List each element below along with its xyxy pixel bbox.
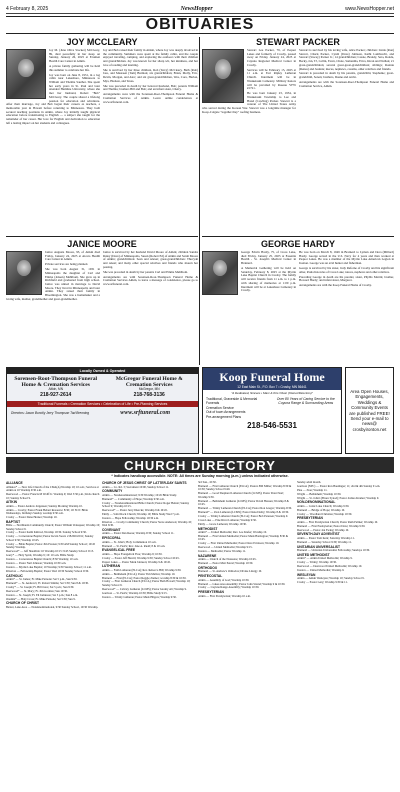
- directory-town-heading: CHURCH OF CHRIST: [6, 601, 39, 606]
- obit-paragraph: Stewart is preceded in death by his parents, grandchild, Stephanie; great-grandchild, Sonen; brothers, Duane and Arvin.: [299, 71, 394, 80]
- directory-entry: Crosby — Pastor Dana Hecker; Worship 10.: [6, 514, 58, 519]
- service-item: Cremation Service: [206, 405, 234, 410]
- directory-entry: Brainerd — Saturday School 9:30; Worship 11.: [297, 539, 352, 544]
- directory-entry: Crosby — Cuyuna Range Assembly; Worship 10:30.: [198, 585, 260, 590]
- obit-paragraph: She was preceded in death by her beloved husband, Bob; parents William and Thelma; brothers Bill and Bob; and an infant sister, Cherry.: [103, 83, 198, 92]
- directory-town-heading: ALLIANCE: [6, 481, 23, 486]
- obit-george-hardy: [202, 239, 394, 363]
- koop-address: 12 East Main St., P.O. Box 7 • Crosby, MN 56441: [237, 385, 307, 389]
- directory-entry: Aitkin — Nondenominational; 9:30 Worship; 10:45 Bible Study.: [102, 492, 177, 497]
- directory-entry: Brainerd — St. Andrew's Orthodox; Divine Liturgy 10.: [198, 569, 262, 574]
- directory-entry: Aitkin — Co. Rd. 3; Sacrament 10:00, Sunday School 11.: [102, 484, 169, 489]
- directory-entry: Crosby — Pastor Keith Kimrod, Worship 10:30. Sunday School 9:30.: [6, 530, 87, 535]
- directory-town-heading: NON-DENOMINATIONAL: [297, 500, 336, 505]
- directory-entry: Aitkin — Pastor Andrew Jergensen; Sunday Morning Worship 10.: [6, 503, 83, 508]
- directory-entry: Ironton — Methodist; Pastor Worship 11.: [198, 549, 246, 554]
- directory-entry: Ironton — Pastor Neil Johnson; Worship 10:30 a.m.: [6, 561, 67, 566]
- directory-entry: Bible — Northlands Community Church; Pastor William Velasquez; Worship 10; Sunday School 9.: [6, 523, 100, 531]
- funeral-home-phone[interactable]: 218-927-2614: [40, 392, 72, 399]
- section-rule: [202, 236, 394, 237]
- section-title: OBITUARIES: [145, 16, 255, 33]
- promo-free-announcements[interactable]: [345, 367, 394, 454]
- obit-paragraph: He was born January 23, 1934, in Wauketaski Township to Lee and Hazel (Cowling) Packer. Stewart is a veteran of The United States Army who served during the Korean War. Stewart was a longtime manager for Koop-Colgate "together they" roofing business.: [202, 91, 296, 114]
- koop-tagline: "A Dedicated, Sincere • Marc & Kris Olson (Owner/Directors)": [231, 391, 313, 395]
- directory-entry: Crosby — Trinity; Worship 10:30.: [297, 560, 337, 564]
- directory-town-heading: UNITARIAN UNIVERSALIST: [297, 544, 340, 549]
- portrait-joy: [6, 49, 46, 99]
- directory-entry: Aitkin — Pastor Tom Kent; Saturday Worship 11.: [297, 535, 355, 540]
- promo-text: Area Open Houses, Engagements, Weddings & Community Events are published FREE! Send your e-mail to news@ crosbyironton.net: [349, 388, 390, 432]
- directory-column-4: [297, 481, 394, 787]
- directory-town-heading: CHURCH OF JESUS CHRIST OF LATTER-DAY SAINTS: [102, 481, 187, 486]
- directory-entry: Crosby — Trinity Lutheran Church (ELCA); Pastor Bob Petersen; Worship 9.: [198, 514, 289, 519]
- services-banner: Traditional Funerals • Cremation Services • Celebration of Life • Pre-Planning Services: [7, 401, 198, 407]
- directory-entry: Alliance* — New Life Church of the CMA(A) Worship 10; 10 a.m.; Services at Aitkin at 10 Worship 9:30 a.m.: [6, 484, 99, 493]
- obit-paragraph: George is survived by his sister, Judy Reforne of Crosby and his significant other, Paula Knowles of Cross Lake; nieces, nephews and other relatives.: [299, 266, 394, 274]
- directory-entry: Brainerd* — Zion Lutheran (LCMS); Pastor Dana Darby; Worship 8 & 10:30.: [198, 510, 289, 515]
- koop-title: Koop Funeral Home: [219, 370, 325, 384]
- obit-paragraph: A Memorial Gathering will be held on Saturday, February 8, 2025 at the Myrtle Lake Baptist Church in Crosby. The family will receive friends from 11 a.m. to 1 p.m. with sharing of memories at 1:00 p.m. Interment will be at Lakeshore Cemetery in Crosby.: [241, 266, 296, 293]
- directory-entry: Garrison — St. Paul's; Worship 10:30; Bible Study 9:15.: [102, 590, 168, 595]
- obit-paragraph: Arrangements are with the Sorensen-Root-Thompson Funeral Home and Cremation Service, Aitkin.: [299, 80, 394, 88]
- obit-paragraph: Stewart is survived by his loving wife, Alice Packer; children: Linda (Ron) Sievert, Chuck Packer, Cyndi (Dave) Johnson, Kathi Lambrecht, and Stewart (Stacey) Packer Jr.; 14 grandchildren; Cassie, Brandy, Sara, Ronda, Becky, Jan, TJ, Collin, Fawn, Chole, Samantha, Erica, Kiran and Nathan; 21 great-grandchildren; several great-great-grandchildren; siblings; Ronnie (Renea) and Jeannie; nieces, nephews, cousins, other relatives and friends.: [299, 48, 394, 71]
- directory-entry: Crosby — Bible Baptist; Pastor Jim Prosten; 9:30 AM Sunday School; 10:45 Sunday Worship.: [6, 541, 96, 550]
- funeral-home-phone[interactable]: 218-768-3136: [133, 392, 165, 399]
- directory-entry: Riverton — Fellowship Baptist; Pastor Wed 10:30 Sunday School 9:30.: [6, 568, 89, 573]
- directory-town-heading: WESLEYAN: [297, 572, 316, 577]
- obit-paragraph: Stewart Lee Packer, 79, of Pequot Lakes and formerly of Crosby, passed away on Friday, January 24, 2025 at Cuyuna Regional Medical Center in Crosby.: [247, 48, 296, 67]
- directory-entry: Deerwood* — Calvary Lutheran (LCMS); Pastor Jeremy Alt; Worship 9.: [102, 586, 187, 591]
- directory-entry: Emily — Grace Lutheran; Worship 10:30.: [198, 521, 247, 526]
- koop-services: [206, 397, 271, 419]
- directory-entry: Garrison (NPC) — Pastor Ron Baudinger; 11; 2nd & 4th Sunday 9 a.m.: [297, 483, 381, 488]
- directory-entry: Crosby — First United Methodist; Pastor Dave Erickson; Worship 10.: [198, 541, 280, 546]
- directory-entry: Brainerd — First Presbyterian; Pastor Dave; Worship 9:30.: [297, 523, 366, 528]
- section-rule: [6, 236, 198, 237]
- site-url[interactable]: www.NewsHopper.net: [345, 5, 394, 12]
- church-directory-banner: [6, 457, 394, 473]
- directory-town-heading: PRESBYTERIAN: [198, 590, 224, 595]
- obit-paragraph: George Edwin Hardy, 75, of Cross Lake, died Friday, January 25, 2025 at Essentia Health - St. Joseph's Medical Center in Brainerd.: [241, 250, 296, 266]
- obit-paragraph: Joy was born on June 8, 1931, in a log cabin near Lakeshore, Minnesota to William and Thelma Sauther. She spent her early years in St. Paul and later attended Hamline University, where she met her husband, Robert "Bob" McCleary. The couple shared a lifelong passion for education and adventure. After their marriage, Joy and Bob began their careers as teachers, a memorable year in Hawaii before returning to Minnesota. They both secured teaching positions in Aitkin, where Joy initially taught physical education before transitioning to English — a subject she taught for the remainder of her career. Her love for English and dedication to education left a lasting impact on her students and colleagues.: [6, 72, 100, 125]
- directory-entry: Aitkin — First Presbyterian Church; Pastor Ruth Palmer; Worship 10.: [297, 519, 378, 524]
- directory-town-heading: COVENANT: [102, 528, 121, 532]
- directory-entry: Aitkin — Cedar Lake Church; Worship 9:30.: [297, 503, 350, 508]
- obit-paragraph: Janice Augusta Moore, 93, of Aitkin died Friday, January 24, 2025 at Aicota Health Care Center in Aitkin.: [45, 250, 100, 262]
- directory-entry: Brainerd — Pastor Matt Perzel; Worship 10:30.: [198, 561, 254, 566]
- service-item: Pre-arrangement Plans: [206, 414, 242, 419]
- directory-town-heading: EVANGELICAL FREE: [102, 548, 136, 553]
- koop-years: Over 80 Years of Caring Service to the Cuyuna Range & Surrounding Areas: [276, 397, 335, 406]
- obit-stewart-packer: [202, 37, 394, 233]
- obit-paragraph: She was born August 31, 1931 in Minneapolis the daughter of Carl and Emma (Jensen) Mehlbom. She grew up in Richfield and graduated from high school. Janice was united in marriage to David Moore. They lived in Minneapolis and later Aitkin. They raised their family in Bloomington. She was a homemaker and a loving wife, mother, grandmother and great-grandmother.: [6, 267, 100, 301]
- issue-date: 4 February 8, 2025: [6, 5, 49, 12]
- directory-entry: Aitkin — Faith Lutheran (ELCA); Rev. Rebecca Hill; Worship 9:30.: [102, 567, 182, 572]
- koop-phone[interactable]: 218-546-5531: [247, 421, 297, 431]
- directory-entry: Brainerd — Lakes Area Assembly; Pastor John Strand; Worship 9 & 10:30.: [198, 581, 286, 586]
- directory-entry: Aitkin — Pastor Dan Reese; Worship 9:30; Sunday School 11.: [102, 531, 175, 536]
- directory-town-heading: PENTECOSTAL: [198, 574, 223, 579]
- directors: Directors: Jason Burckly Jerry Thompson Tad Brenning: [11, 411, 90, 416]
- obit-paragraph: Arrangements are with the Koop Funeral Home of Crosby.: [299, 283, 372, 288]
- directory-entry: Brainerd — Bridge of Hope; Worship 10.: [297, 507, 345, 512]
- directory-entry: Aitkin — Bethlehem (ELCA); Pastor Tim Mallon; Worship 10.: [102, 571, 176, 576]
- directory-entry: Brainerd — Good Shepherd Lutheran Church (LCMS); Pastor Peter Neal; Worship 9:30.: [198, 491, 284, 499]
- directory-entry: Aitkin — St. John's; Holy Communion 10 a.m.: [102, 539, 157, 544]
- directory-entry: Brainerd* — Community of Hope; Worship 9:30 a.m.: [102, 496, 165, 501]
- obit-name: JANICE MOORE: [67, 239, 137, 249]
- directory-entry: Wright — St. John's (Bruce Synod); Pastor Joshua Kramer; Worship 9.: [297, 495, 380, 500]
- obit-paragraph: Arrangements are with Sorensen-Root-Thompson Funeral Home & Cremation Services Aitkin, to leave a message of condolence, please go to www.srftuneral.com.: [103, 274, 198, 286]
- directory-entry: Crosby — Nondenominational Bible Church; Pastor Roger Heintz; Sunday School 9; Worship 10:15.: [102, 500, 190, 509]
- portrait-stewart: [202, 49, 244, 103]
- directory-entry: Aitkin* — Aitkin United Methodist; Worship 9.: [297, 556, 353, 561]
- directory-town-heading: EPISCOPAL: [102, 536, 121, 541]
- directory-town-heading: UNITED METHODIST: [297, 552, 330, 557]
- obit-joy-mccleary: [6, 37, 198, 233]
- portrait-george: [202, 251, 238, 295]
- directory-town-heading: ORTHODOX: [198, 566, 218, 571]
- directory-entry: Brainerd — First United Methodist; Pastor Mark Harrington; Worship 8:30 & 10:45.: [198, 534, 288, 542]
- directory-entry: Ironton — Myrtle Lake Baptist; 10 Worship; 9:30 Sunday School; 11 a.m.: [6, 565, 92, 570]
- obit-name: GEORGE HARDY: [260, 239, 335, 249]
- obit-paragraph: She was preceded in death by her parents Carl and Emma Mehlbom.: [103, 269, 188, 274]
- obit-name: STEWART PACKER: [256, 37, 340, 47]
- service-item: Traditional, Graveside & Memorial Funerals: [206, 397, 258, 406]
- directory-town-heading: AITKIN: [6, 500, 17, 505]
- directory-entry: Cross Lake — Pine River Lutheran; Worship 9:30.: [198, 518, 257, 523]
- obit-paragraph: Arrangements were with the Sorensen-Root-Thompson Funeral Home & Cremation Services of Aitkin. Leave online condolences at www.srftuneral.com.: [103, 92, 198, 104]
- portrait-janice: [6, 251, 42, 295]
- obit-paragraph: Services will be February 15, 2025 at 11 a.m. at Fort Ripley Lutheran Church. Interment will be in Wauketaski Cemetery. Military honors will be provided by Roseau VFW #1721.: [247, 67, 296, 91]
- directory-entry: Brainerd — Bethlehem Lutheran (LCMS); Pastor David Hansen; Worship 8 & 10:45.: [198, 498, 289, 507]
- directory-entry: Brainerd* — St. Andrew's; Fr. Robert Simms; Sat 5:30; Sun 8 & 10:30.: [6, 581, 89, 586]
- church-directory-title: CHURCH DIRECTORY: [124, 457, 276, 473]
- directory-entry: Pine — Zion; Worship 11.: [297, 487, 328, 492]
- directory-entry: Brainerd — First (ELCA); Pastor Reggie Ziemer; worship 8:30 & 10:30.: [102, 575, 187, 580]
- directory-entry: Aitkin — Aitkin Wesleyan; Worship 10; Sunday School 9.: [297, 576, 365, 580]
- funeral-home-city: McGregor, MN: [138, 387, 160, 392]
- directory-entry: Deerwood — Pastor Francis M Wolff Jr. Worship 9; Wed 5:30 p.m.; Kids church 10; Sunday School 9.: [6, 492, 100, 500]
- ad-note: Locally Owned & Operated: [7, 368, 198, 374]
- directory-entry: Aitkin — First Presbyterian; Worship 10 a.m.: [198, 593, 251, 598]
- directory-entry: Ironton — St. Joseph; Fr. Eli Jamieson; Sat 5 p.m.; Sun 8 a.m.: [6, 592, 78, 597]
- directory-entry: Brainerd — Trinity Lutheran Church (ELCA); Pastor Ron Gregor; Worship 9:30.: [198, 506, 292, 511]
- obit-paragraph: Joy M. (June Olive Stocker) McCleary, 89, died peacefully in her sleep on Sunday, January 26, 2025 at Ecumen Health Care Center in Aitkin.: [49, 48, 100, 64]
- directory-entry: Wright — Bethlehem; Worship 10:30.: [297, 491, 342, 496]
- column-rule: [199, 37, 200, 365]
- obit-paragraph: Janice is survived by her husband David Moore of Aitkin; children Sandra Ruley (Dave) of Minneapolis, Susan (Robert Ed) of Aitkin and Sarah Moore of Aitkin; grandchildren: Sean and Alexei; great-grandchildren: Thuvyah and Anasi; and many other special relatives and friends who mourn her passing.: [103, 250, 198, 269]
- directory-column-2: [102, 481, 196, 787]
- directory-entry: Ironton — Trinity Lutheran; Pastor Mark Hilgers; Worship 9:30.: [102, 594, 177, 599]
- directory-town-heading: BAPTIST: [6, 519, 21, 524]
- directory-entry: Deerwood* — St. Mary; Fr. Jim Gorman; Sun 10:30.: [6, 588, 68, 593]
- directory-column-3: [198, 481, 294, 787]
- directory-entry: Deerwood — United Methodist; Worship 9:15.: [198, 545, 253, 550]
- ad-sorensen-root-thompson[interactable]: [6, 367, 199, 454]
- directory-entry: Deerwood* — Pastor Jerry Diercks; Worship 9 & 10:45.: [102, 508, 168, 513]
- ad-koop-funeral-home[interactable]: [202, 367, 342, 454]
- service-item: Out of town Arrangements: [206, 410, 246, 415]
- directory-entry: Crosby — Pastor Jeff Hewitt; Worship 9:30; Sunday School 10:45.: [102, 555, 180, 560]
- directory-note: * Indicates handicap accessible. NOTE: All times are Sunday morning (a.m.) unless indicated otherwise.: [111, 474, 289, 478]
- directory-entry: Garry* — Holy Spirit, Worship 9; 10: 10 a.m. Bible Study.: [6, 553, 75, 558]
- page-top-line: [6, 4, 394, 14]
- directory-entry: Aitkin* — St. James; Fr. Mike Patnode: Sat 5 p.m., Sun 9:30.: [6, 577, 78, 582]
- directory-town-heading: COMMUNITY: [102, 489, 123, 494]
- obit-name: JOY MCCLEARY: [66, 37, 138, 47]
- directory-entry: Onamia* — Holy Cross; Fr. Mike Patnode; Sat 5:30; Sun 9.: [6, 596, 76, 601]
- directory-entry: Riverton — Crosby Community Church; Pastor Steve Anderson; Worship 10; Wed 6:30.: [102, 519, 192, 528]
- funeral-home-name: Sorensen-Root-Thompson Funeral Home & Cremation Services: [14, 376, 98, 389]
- directory-entry: Crosby — First Lutheran Church (ELCA); Pastor Beth Howell; Worship 10; Sunday School 9.: [102, 579, 191, 587]
- directory-entry: Aitkin — Hope Evangelical Free; Worship 9; 10:30.: [102, 551, 163, 556]
- directory-entry: Crosby — Cornerstone Baptist; Pastor Kevin Swan: 218-820-0011; Sunday School 9:30; Worship 10:45.: [6, 534, 94, 542]
- obit-janice-moore: [6, 239, 198, 363]
- directory-entry: Ironton — Cornerstone Baptist Church; 8:30 Worship; 10 a.m.: [6, 557, 79, 562]
- directory-town-heading: PRESBYTERIAN: [297, 516, 323, 521]
- obit-paragraph: He was born on March 8, 1949 in Brainerd to Lyman and Dora (Millard) Hardy. George served in the U.S. Navy for 4 years and then worked at Pequot Lakes. He was a member of the Myrtle Lake American Legion in Ironton. George was an avid hunter and fisherman.: [299, 250, 394, 266]
- funeral-home-name: McGregor Funeral Home & Cremation Services: [115, 376, 183, 389]
- directory-column-1: [6, 481, 100, 787]
- directory-entry: Aitkin* — United Methodist; Rev. Lee Kiefer; Worship 10.: [198, 530, 267, 535]
- directory-entry: Ironton — Hope Fellowship; Worship 10:30 a.m.: [102, 515, 159, 520]
- obit-paragraph: Private services are being planned.: [45, 262, 89, 267]
- directory-entry: Pequot Lakes — Pastor Mark Johnson; Worship 9 & 10:45.: [102, 559, 171, 564]
- ad-website[interactable]: www.srftuneral.com: [120, 410, 171, 417]
- directory-entry: Aitkin — Assembly of God; Worship 10:30.: [198, 577, 250, 582]
- directory-entry: Aitkin — Church of the Nazarene; Worship 10:45.: [198, 557, 257, 562]
- directory-entry: Crosby — Woodland Christian; Worship 10:30.: [297, 511, 352, 516]
- obit-paragraph: Preceding George in death are his parents; sister, Phyllis Martin; brother, Howard Hardy; and infant sister, Margaret.: [299, 274, 394, 283]
- directory-entry: Ironton — United Methodist; Worship 9.: [297, 567, 345, 572]
- obit-paragraph: She is survived by her three children, Rob (Terry) McCleary, Beth (Rob) Jaro, and Maureen (Tom) Burman; six grandchildren; Brian, Molly, Eric, Devin, Morgan, and Alec; and six great-grandchildren, Wes, Cora, Harlon, Mya, Hudson, and Tessa.: [103, 67, 198, 83]
- directory-entry: Aitkin — Crosby; Pastor Frank Hebert Resource: 8:30; 10: 8:15: Bible Wednesdays, birthdays Sunday worship 9:30 a.m.: [6, 507, 88, 515]
- directory-town-heading: NAZARENE: [198, 553, 217, 558]
- directory-entry: Emily — Solid Rock Church; Worship 10; Bible Study Wed 7 p.m.: [102, 512, 180, 516]
- directory-town-heading: LUTHERAN: [102, 564, 121, 569]
- directory-town-heading: SEVENTH-DAY ADVENTIST: [297, 532, 340, 537]
- directory-town-heading: METHODIST: [198, 526, 218, 531]
- directory-entry: Deerwood — Deerwood United Methodist; Worship 10.: [297, 563, 362, 568]
- funeral-home-city: Aitkin, MN: [48, 387, 64, 392]
- directory-entry: Crosby — Pastor Gary; Worship 9:30 & 11.: [297, 579, 348, 584]
- directory-entry: Baxter, Lake Area — Nondenominational, 9:30 Sunday School, 10:30 Worship.: [6, 604, 99, 609]
- directory-entry: 3rd Sun., 10:30.: [198, 481, 217, 484]
- obit-paragraph: A private family gathering will be held this summer to celebrate her life.: [49, 64, 100, 72]
- directory-entry: Crosby* — St. Joseph; Fr. Bill Jaros; Sat 5 p.m.; Sun 9:30.: [6, 584, 75, 589]
- paper-logo: NewsHopper: [180, 5, 213, 12]
- directory-entry: Brainerd — Unitarian Universalist Fellowship; Sundays 10:30.: [297, 547, 370, 552]
- directory-entry: Deerwood — Pastor Jen Ewing; Worship 10.: [297, 527, 349, 532]
- section-banner: [6, 16, 394, 34]
- directory-town-heading: CATHOLIC: [6, 573, 23, 578]
- obit-paragraph: Joy and Bob raised their family in Aitkin, where Joy was deeply involved in the community. Summers were spent at the family cabin, and the couple enjoyed traveling, camping, and exploring the outdoors with their children and grandchildren. Joy was known for her sharp wit, her kindness, and her love of reading and learning.: [103, 48, 198, 67]
- directory-entry: Deerwood* — Jeff Shaddick: 10 Worship 10:15: 9:45 Sunday School: 9:15.: [6, 549, 94, 554]
- directory-entry: Brainerd — St. Paul's; Rev. Jane A. Rudd; 8 & 10 a.m.: [102, 543, 166, 548]
- directory-entry: Brainerd — First Lutheran Church (ELCA); Pastors Bill Miller; Worship 8:30 & 10:30; Sunday School 9:40.: [198, 483, 292, 492]
- directory-entry: Sunday adult month.: [297, 481, 322, 484]
